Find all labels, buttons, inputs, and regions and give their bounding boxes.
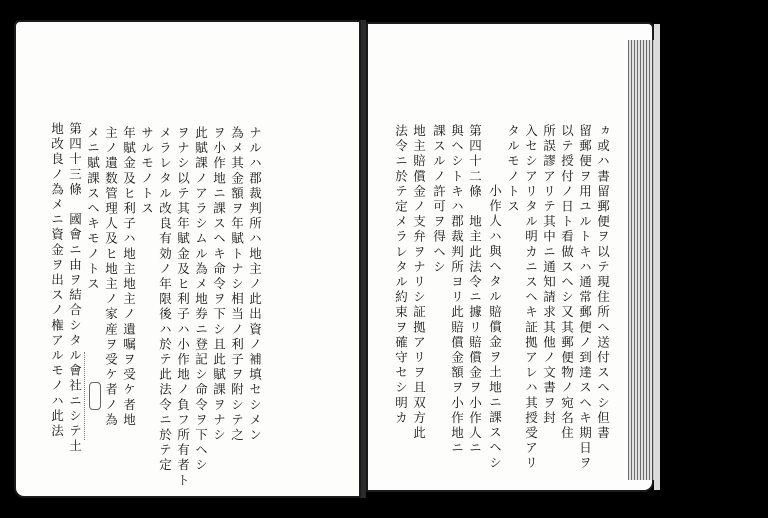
text-column: ヵ或ハ書留郵便ヲ以テ現住所ヘ送付スヘシ但書 <box>595 124 611 442</box>
text-column: 留郵便ヲ用ユルトキハ通常郵便ノ到達スヘキ期日ヲ <box>577 124 593 472</box>
text-column: メニ賦課スヘキモノトス <box>85 126 101 293</box>
text-column: 法令ニ於テ定メラレタル約束ヲ確守セシ明カ <box>393 124 409 426</box>
text-column: 地主賠償金ノ支弁ヲナリシ証拠アリヲ且双方此 <box>411 124 427 442</box>
text-column: 主ノ遺数管理人及ヒ地主ノ家産ヲ受ケ者ノ為 <box>103 126 119 428</box>
text-column: 課スルノ許可ヲ得ヘシ <box>431 124 447 275</box>
text-column: 此賦課ノアラシムル為メ地券ニ登記シ命令ヲ下ヘシ <box>193 126 209 474</box>
text-column: ヲ小作地ニ課スヘキ命令ヲ下シ且此賦課ヲナシ <box>211 126 227 444</box>
right-page <box>366 22 654 492</box>
text-column: ヲナシ以テ其年賦金及ヒ利子ハ小作地ノ負フ所有者ト <box>175 126 191 489</box>
text-column: 年賦金及ヒ利子ハ地主地主ノ遺嘱ヲ受ケ者地 <box>121 126 137 428</box>
text-column: 為メ其金額ヲ年賦トナシ相当ノ利子ヲ附シテ之 <box>229 126 245 444</box>
article-heading-column: 第四十二條 地主此法令ニ據リ賠償金ヲ小作人ニ <box>467 124 483 457</box>
text-column: 小作人ハ與ヘタル賠償金ヲ土地ニ課スヘシ <box>487 184 503 471</box>
page-edge-stack <box>628 40 654 480</box>
text-column: 所誤謬アリテ其中ニ通知請求其他ノ文書ヲ封 <box>541 124 557 426</box>
text-column: 地改良ノ為メニ資金ヲ出スノ権アルモノハ此法 <box>49 122 65 440</box>
margin-annotation <box>84 352 103 440</box>
left-page <box>14 20 361 498</box>
text-column: メラレタル改良有効ノ年限後ハ於テ此法令ニ於テ定 <box>157 126 173 474</box>
text-column: 以テ授付ノ日ト看做スヘシ又其郵便物ノ宛名住 <box>559 124 575 442</box>
text-column: 與ヘシトキハ郡裁判所ヨリ此賠償金額ヲ小作地ニ <box>449 124 465 457</box>
text-column: サルモノトス <box>139 126 155 217</box>
text-column: ナルハ郡裁判所ハ地主ノ此出資ノ補填セシメン <box>247 126 263 444</box>
page-edge <box>654 24 660 490</box>
text-column: 入セシアリタル明カニスヘキ証拠アレハ其授受アリ <box>523 124 539 472</box>
text-column: タルモノトス <box>505 124 521 215</box>
article-heading-column: 第四十三條 國會ニ由ヲ結合シタル會社ニシテ土 <box>67 122 83 455</box>
